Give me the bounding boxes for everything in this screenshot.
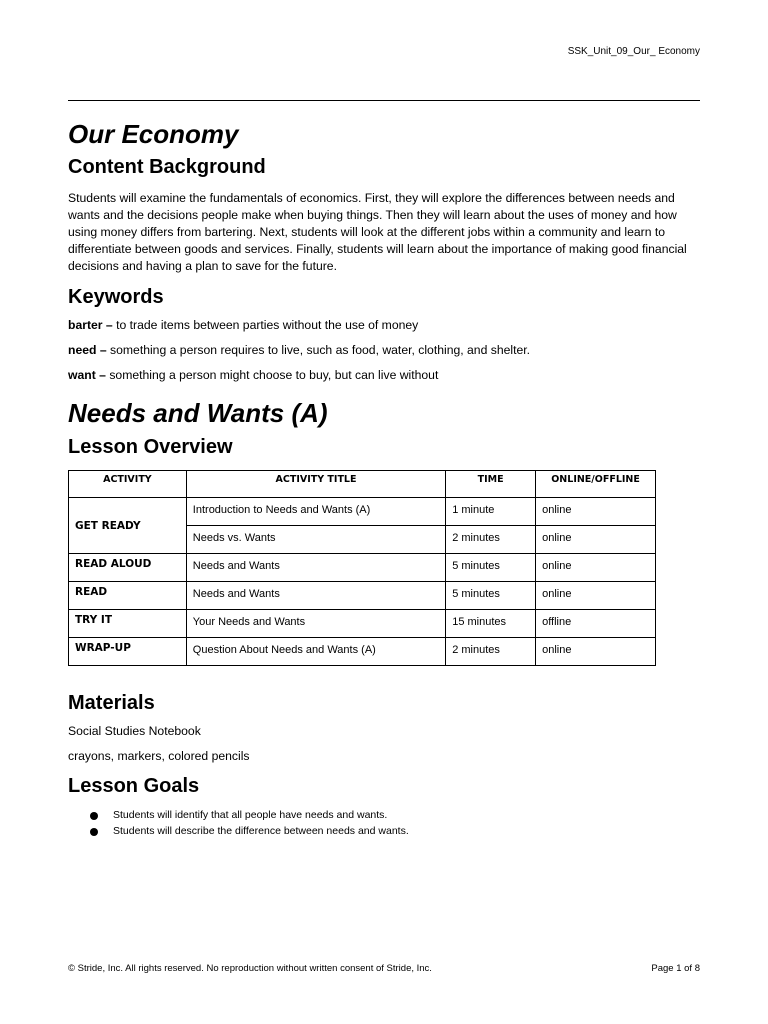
time-cell: 5 minutes <box>446 582 536 610</box>
activity-title-cell: Your Needs and Wants <box>186 610 445 638</box>
time-cell: 1 minute <box>446 498 536 526</box>
lesson-goals-list <box>68 807 700 839</box>
keyword-need <box>68 343 700 358</box>
time-cell: 2 minutes <box>446 638 536 666</box>
lesson-overview-heading: Lesson Overview <box>68 436 233 458</box>
materials-heading: Materials <box>68 692 155 714</box>
activity-cell: TRY IT <box>69 610 187 638</box>
document-reference: SSK_Unit_09_Our_ Economy <box>567 46 700 57</box>
activity-title-cell: Introduction to Needs and Wants (A) <box>186 498 445 526</box>
time-cell: 2 minutes <box>446 526 536 554</box>
lesson-title: Needs and Wants (A) <box>68 398 328 428</box>
activity-title-cell: Question About Needs and Wants (A) <box>186 638 445 666</box>
lesson-overview-table <box>68 470 656 666</box>
keyword-want <box>68 368 700 383</box>
list-item: Students will identify that all people have needs and wants. <box>68 807 700 823</box>
mode-cell: online <box>536 582 656 610</box>
keyword-definition: something a person might choose to buy, but can live without <box>105 368 439 382</box>
column-header: TIME <box>446 471 536 498</box>
material-item: Social Studies Notebook <box>68 724 201 738</box>
keyword-term: want – <box>68 368 106 382</box>
keyword-term: barter – <box>68 318 113 332</box>
table-row <box>69 582 656 610</box>
lesson-goals-heading: Lesson Goals <box>68 775 200 797</box>
activity-title-cell: Needs vs. Wants <box>186 526 445 554</box>
copyright-notice: © Stride, Inc. All rights reserved. No reproduction without written consent of Stride, Inc. <box>68 963 432 974</box>
table-row <box>69 498 656 526</box>
time-cell: 5 minutes <box>446 554 536 582</box>
column-header: ONLINE/OFFLINE <box>536 471 656 498</box>
content-background-text: Students will examine the fundamentals of economics. First, they will explore the differences between needs and wants and the decisions people make when buying things. Then they will learn about the uses of money and how using money differs from bartering. Next, students will look at the different jobs within a community and learn to differentiate between goods and services. Finally, students will learn about the importance of making good financial decisions and having a plan to save for the future. <box>68 191 687 273</box>
mode-cell: online <box>536 554 656 582</box>
unit-title: Our Economy <box>68 119 239 149</box>
mode-cell: online <box>536 498 656 526</box>
table-header-row <box>69 471 656 498</box>
content-background-heading: Content Background <box>68 156 266 178</box>
activity-cell: READ ALOUD <box>69 554 187 582</box>
column-header: ACTIVITY TITLE <box>186 471 445 498</box>
keywords-heading: Keywords <box>68 286 164 308</box>
keyword-definition: something a person requires to live, such as food, water, clothing, and shelter. <box>106 343 531 357</box>
material-item: crayons, markers, colored pencils <box>68 749 250 763</box>
list-item: Students will describe the difference between needs and wants. <box>68 823 700 839</box>
activity-title-cell: Needs and Wants <box>186 554 445 582</box>
header-divider <box>68 100 700 101</box>
mode-cell: online <box>536 526 656 554</box>
table-row <box>69 610 656 638</box>
activity-title-cell: Needs and Wants <box>186 582 445 610</box>
column-header: ACTIVITY <box>69 471 187 498</box>
keyword-barter <box>68 318 700 333</box>
activity-cell: GET READY <box>69 498 187 554</box>
keyword-definition: to trade items between parties without the use of money <box>112 318 419 332</box>
table-row <box>69 638 656 666</box>
mode-cell: online <box>536 638 656 666</box>
mode-cell: offline <box>536 610 656 638</box>
table-row <box>69 554 656 582</box>
time-cell: 15 minutes <box>446 610 536 638</box>
page-content <box>68 118 700 839</box>
activity-cell: WRAP-UP <box>69 638 187 666</box>
keyword-term: need – <box>68 343 107 357</box>
activity-cell: READ <box>69 582 187 610</box>
page-number: Page 1 of 8 <box>651 963 700 974</box>
